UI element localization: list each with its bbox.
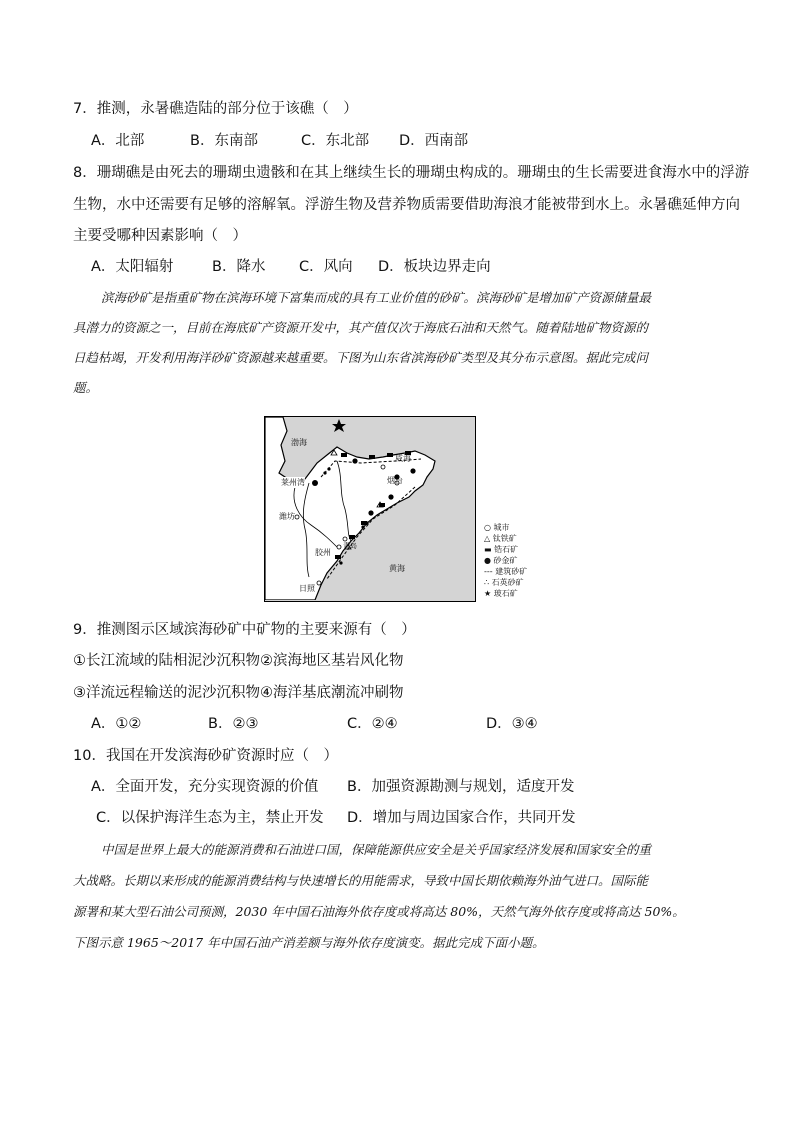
legend-gold: ● 砂金矿 bbox=[484, 556, 518, 565]
passage2-line-2: 大战略。长期以来形成的能源消费结构与快速增长的用能需求，导致中国长期依赖海外油气进口。国际能 bbox=[73, 873, 649, 888]
legend-city: ○ 城市 bbox=[484, 523, 510, 532]
passage2-line-1: 中国是世界上最大的能源消费和石油进口国，保障能源供应安全是关乎国家经济发展和国家安全的重 bbox=[101, 842, 652, 857]
q10-option-a: A．全面开发，充分实现资源的价值 bbox=[91, 779, 319, 795]
q9-option-d: D．③④ bbox=[486, 716, 538, 732]
label-qingdao: 青岛 bbox=[343, 542, 357, 550]
label-weifang: 潍坊 bbox=[279, 512, 295, 521]
q7-option-d: D．西南部 bbox=[399, 133, 469, 149]
q9-item-line-1: ①长江流域的陆相泥沙沉积物②滨海地区基岩风化物 bbox=[73, 653, 404, 669]
q10-option-b: B．加强资源勘测与规划，适度开发 bbox=[347, 779, 575, 795]
q9-option-b: B．②③ bbox=[208, 716, 259, 732]
q8-option-a: A．太阳辐射 bbox=[91, 259, 174, 275]
q10-option-d: D．增加与周边国家合作，共同开发 bbox=[347, 810, 576, 826]
q8-option-d: D．板块边界走向 bbox=[378, 259, 491, 275]
q8-option-c: C．风向 bbox=[299, 259, 353, 275]
q9-item-line-2: ③洋流远程输送的泥沙沉积物④海洋基底潮流冲刷物 bbox=[73, 685, 404, 701]
q9-stem: 9．推测图示区域滨海砂矿中矿物的主要来源有（ ） bbox=[73, 622, 416, 638]
q7-option-b: B．东南部 bbox=[190, 133, 258, 149]
dots-icon: ∴ bbox=[484, 578, 492, 587]
label-jiaozhou: 胶州 bbox=[315, 548, 331, 557]
legend-quartz: ∴ 石英砂矿 bbox=[484, 578, 524, 587]
star-icon: ★ bbox=[484, 589, 494, 598]
label-laizhou: 莱州湾 bbox=[281, 478, 305, 487]
legend-ilmenite: △ 钛铁矿 bbox=[484, 534, 517, 543]
map-legend bbox=[484, 522, 527, 599]
label-weihai: 威海 bbox=[395, 454, 411, 463]
q7-stem: 7．推测，永暑礁造陆的部分位于该礁（ ） bbox=[73, 101, 358, 117]
legend-zircon: ▬ 锆石矿 bbox=[484, 545, 519, 554]
legend-construction: --- 建筑砂矿 bbox=[484, 567, 528, 576]
label-rizhao: 日照 bbox=[299, 584, 315, 593]
star-marker bbox=[332, 419, 346, 432]
q9-option-a: A．①② bbox=[91, 716, 142, 732]
label-yantai: 烟台 bbox=[387, 476, 403, 485]
passage2-line-3: 源署和某大型石油公司预测，2030 年中国石油海外依存度或将高达 80%，天然气海外依存度或将高达 50%。 bbox=[73, 904, 685, 919]
q7-option-c: C．东北部 bbox=[301, 133, 370, 149]
q8-stem-line-1: 8．珊瑚礁是由死去的珊瑚虫遗骸和在其上继续生长的珊瑚虫构成的。珊瑚虫的生长需要进食海水中的浮游 bbox=[73, 165, 750, 181]
city-icon: ○ bbox=[484, 523, 494, 532]
q9-option-c: C．②④ bbox=[347, 716, 398, 732]
triangle-icon: △ bbox=[484, 534, 493, 543]
rectangle-icon: ▬ bbox=[484, 545, 495, 554]
dot-icon: ● bbox=[484, 556, 494, 565]
passage1-line-4: 题。 bbox=[73, 380, 99, 395]
q8-stem-line-2: 生物，水中还需要有足够的溶解氧。浮游生物及营养物质需要借助海浪才能被带到水上。永暑礁延伸方向 bbox=[73, 197, 740, 213]
q10-option-c: C．以保护海洋生态为主，禁止开发 bbox=[96, 810, 324, 826]
dashed-line-icon: --- bbox=[484, 567, 496, 576]
passage1-line-1: 滨海砂矿是指重矿物在滨海环境下富集而成的具有工业价值的砂矿。滨海砂矿是增加矿产资源储量最 bbox=[101, 290, 652, 305]
passage2-line-4: 下图示意 1965～2017 年中国石油产消差额与海外依存度演变。据此完成下面小题。 bbox=[73, 935, 545, 950]
label-bohai: 渤海 bbox=[291, 438, 307, 447]
q8-stem-line-3: 主要受哪种因素影响（ ） bbox=[73, 228, 247, 244]
legend-star: ★ 玻石矿 bbox=[484, 589, 518, 598]
q8-option-b: B．降水 bbox=[212, 259, 266, 275]
label-huanghai: 黄海 bbox=[389, 564, 405, 573]
q10-stem: 10．我国在开发滨海砂矿资源时应（ ） bbox=[73, 748, 338, 764]
passage1-line-2: 具潜力的资源之一，目前在海底矿产资源开发中，其产值仅次于海底石油和天然气。随着陆地矿物资源的 bbox=[73, 320, 649, 335]
q7-option-a: A．北部 bbox=[91, 133, 145, 149]
passage1-line-3: 日趋枯竭，开发利用海洋砂矿资源越来越重要。下图为山东省滨海砂矿类型及其分布示意图。据此完成问 bbox=[73, 350, 649, 365]
shandong-placer-map bbox=[264, 416, 476, 602]
